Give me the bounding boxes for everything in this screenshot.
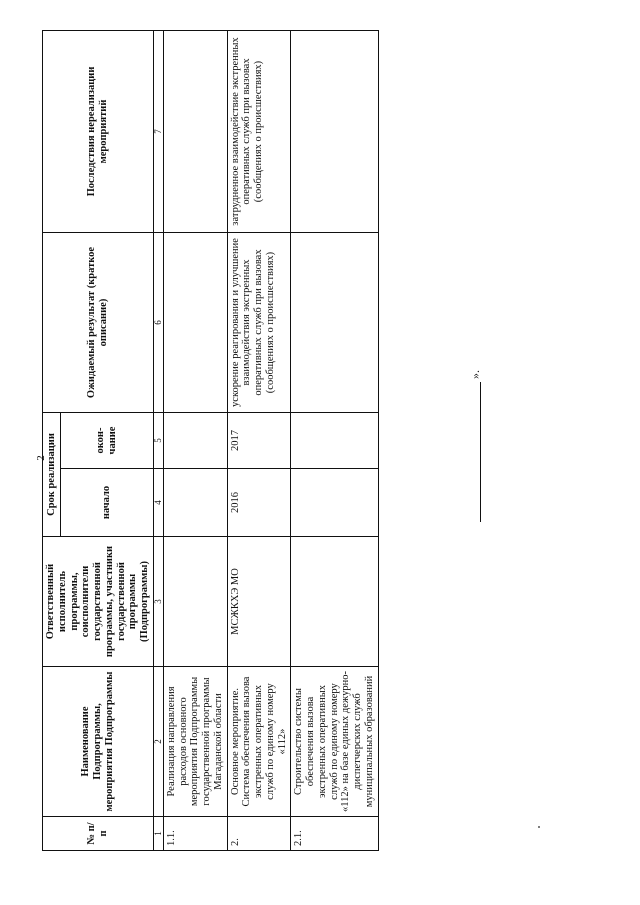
row-consequences xyxy=(163,31,227,233)
row-name: Основное мероприятие. Система обеспечения вызова экстренных оперативных служб по единому номеру «112» xyxy=(227,667,291,817)
header-term: Срок реализации xyxy=(43,413,61,537)
row-start xyxy=(163,469,227,537)
row-consequences: затрудненное взаимодействие экстренных оперативных служб при вызовах (сообщениях о происшествиях) xyxy=(227,31,291,233)
row-num: 2.1. xyxy=(291,817,378,851)
column-number: 4 xyxy=(153,469,163,537)
row-end: 2017 xyxy=(227,413,291,469)
header-name: Наименование Подпрограммы, мероприятия Подпрограммы xyxy=(43,667,154,817)
header-term-start: начало xyxy=(61,469,153,537)
header-result: Ожидаемый результат (краткое описание) xyxy=(43,233,154,413)
rotated-table-page xyxy=(42,16,607,851)
column-number: 6 xyxy=(153,233,163,413)
column-number: 3 xyxy=(153,537,163,667)
page-number: 2 xyxy=(34,455,47,461)
table-row xyxy=(163,31,227,851)
row-result: ускорение реагирования и улучшение взаимодействия экстренных оперативных служб при вызовах (сообщениях о происшествиях) xyxy=(227,233,291,413)
column-number: 5 xyxy=(153,413,163,469)
program-table xyxy=(42,30,379,851)
column-number-row xyxy=(153,31,163,851)
row-num: 1.1. xyxy=(163,817,227,851)
table-row xyxy=(227,31,291,851)
closing-quote: ». xyxy=(468,370,482,379)
header-term-end: окон-чание xyxy=(61,413,153,469)
row-start xyxy=(291,469,378,537)
closing-line xyxy=(480,382,481,522)
header-consequences: Последствия нереализации мероприятий xyxy=(43,31,154,233)
row-result xyxy=(291,233,378,413)
header-num: № п/п xyxy=(43,817,154,851)
row-name: Реализация направления расходов основного мероприятия Подпрограммы государственной программы Магаданской области xyxy=(163,667,227,817)
table-row xyxy=(291,31,378,851)
column-number: 1 xyxy=(153,817,163,851)
row-num: 2. xyxy=(227,817,291,851)
scan-speck xyxy=(538,826,540,828)
row-start: 2016 xyxy=(227,469,291,537)
row-responsible: МСЖКХЭ МО xyxy=(227,537,291,667)
row-responsible xyxy=(291,537,378,667)
row-result xyxy=(163,233,227,413)
column-number: 7 xyxy=(153,31,163,233)
column-number: 2 xyxy=(153,667,163,817)
row-end xyxy=(163,413,227,469)
row-end xyxy=(291,413,378,469)
row-consequences xyxy=(291,31,378,233)
row-responsible xyxy=(163,537,227,667)
header-responsible: Ответственный исполнитель программы, соисполнители государственной программы, участники государственной программы (Подпрограммы) xyxy=(43,537,154,667)
row-name: Строительство системы обеспечения вызова экстренных оперативных служб по единому номеру «112» на базе единых дежурно-диспетчерских служб муниципальных образований xyxy=(291,667,378,817)
